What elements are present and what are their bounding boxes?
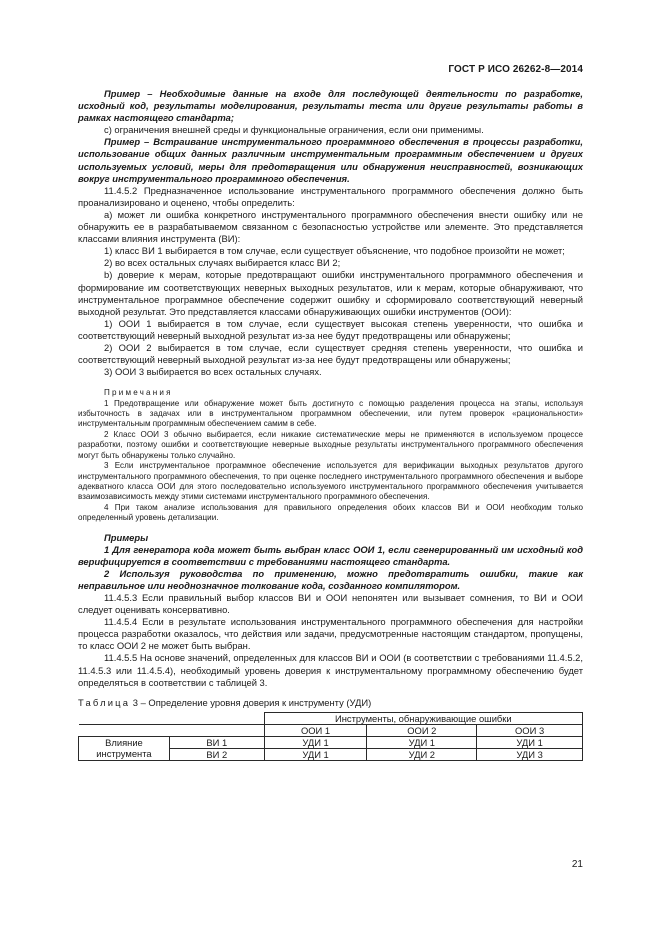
table-caption-label: Таблица <box>78 696 131 708</box>
table-cell: УДИ 3 <box>477 748 583 760</box>
example-item: 1 Для генератора кода может быть выбран класс ООИ 1, если сгенерированный им исходный код верифицируется в соответствии с требованиями настоящего стандарта. <box>78 543 583 567</box>
clause-paragraph: 11.4.5.3 Если правильный выбор классов ВИ и ООИ непонятен или вызывает сомнения, то ВИ и ООИ следует оценивать консервативно. <box>78 592 583 616</box>
notes-title: Примечания <box>104 388 173 398</box>
table-cell: УДИ 1 <box>367 736 477 748</box>
table-cell: УДИ 1 <box>264 736 367 748</box>
table-col-header: ООИ 2 <box>367 724 477 736</box>
table-corner-cell <box>79 712 265 724</box>
note-item: 3 Если инструментальное программное обеспечение используется для верификации выходных результатов другого инструментального программного обеспечения, то при оценке последнего инструментального программного обеспечения и выборе адекватного класса ООИ для этого последовательно используемого инструментального программного обеспечения учитывается взаимозависимость между этими системами инструментального программного обеспечения. <box>78 461 583 502</box>
table-row-group: Влияние инструмента <box>79 736 170 760</box>
list-item: 2) во всех остальных случаях выбирается класс ВИ 2; <box>104 257 341 269</box>
list-item: с) ограничения внешней среды и функциональные ограничения, если они применимы. <box>104 124 484 136</box>
note-item: 2 Класс ООИ 3 обычно выбирается, если никакие систематические меры не применяются в используемом процессе разработки, поэтому ошибки и соответствующие неверные выходные результаты инструментального программного обеспечения могут быть обнаружены только случайно. <box>78 429 583 460</box>
list-item: 3) ООИ 3 выбирается во всех остальных случаях. <box>104 366 322 378</box>
list-item: а) может ли ошибка конкретного инструментального программного обеспечения внести ошибку или не обнаружить ее в разрабатываемом связанном с безопасностью устройстве или элементе. Это представляется классами влияния инструмента (ВИ): <box>78 208 583 245</box>
table-col-header: ООИ 1 <box>264 724 367 736</box>
note-item: 4 При таком анализе использования для правильного определения обоих классов ВИ и ООИ необходим только определенный уровень детализации. <box>78 502 583 523</box>
list-item: b) доверие к мерам, которые предотвращают ошибки инструментального программного обеспечения и формирование им соответствующих неверных выходных результатов, или к мерам, которые обнаруживают, что инструментальное программное обеспечение содержит ошибку и сформировало соответствующий неверный выходной результат. Это представляется классами обнаруживающих ошибки инструментов (ООИ): <box>78 269 583 317</box>
table-header-row <box>79 712 583 724</box>
page-number: 21 <box>571 859 583 870</box>
table-group-header: Инструменты, обнаруживающие ошибки <box>264 712 582 724</box>
table-row-label: ВИ 1 <box>169 736 264 748</box>
list-item: 1) класс ВИ 1 выбирается в том случае, если существует объяснение, что подобное произойти не может; <box>104 245 565 257</box>
example-paragraph: Пример – Необходимые данные на входе для последующей деятельности по разработке, исходный код, результаты моделирования, результаты теста или другие результаты работы в рамках настоящего стандарта; <box>78 88 583 124</box>
table-caption-text: 3 – Определение уровня доверия к инструменту (УДИ) <box>132 696 372 708</box>
table-row <box>79 736 583 748</box>
confidence-table <box>78 712 583 761</box>
table-header-row <box>79 724 583 736</box>
table-cell: УДИ 1 <box>264 748 367 760</box>
document-body <box>78 88 583 761</box>
table-caption <box>78 697 583 709</box>
clause-paragraph: 11.4.5.5 На основе значений, определенных для классов ВИ и ООИ (в соответствии с требованиями 11.4.5.2, 11.4.5.3 или 11.4.5.4), необходимый уровень доверия к инструментальному программному обеспечению будет определяться в соответствии с таблицей 3. <box>78 652 583 688</box>
table-row-label: ВИ 2 <box>169 748 264 760</box>
table-corner-cell <box>79 724 265 736</box>
clause-paragraph: 11.4.5.2 Предназначенное использование инструментального программного обеспечения должно быть проанализировано и оценено, чтобы определить: <box>78 184 583 208</box>
note-item: 1 Предотвращение или обнаружение может быть достигнуто с помощью разделения процесса на этапы, используя избыточность в задачах или в инструментальном программном обеспечении, или путем проверок «рациональности» инструментальным программным обеспечением самим в себе. <box>78 398 583 429</box>
example-paragraph: Пример – Встраивание инструментального программного обеспечения в процессы разработки, использование общих данных различным инструментальным программным обеспечением и других используемых условий, меры для предотвращения или обнаружения неисправностей, возникающих вокруг инструментального программного обеспечения. <box>78 136 583 184</box>
examples-title: Примеры <box>104 531 149 543</box>
table-col-header: ООИ 3 <box>477 724 583 736</box>
list-item: 1) ООИ 1 выбирается в том случае, если существует высокая степень уверенности, что ошибка и соответствующий неверный выходной результат из-за нее будут предотвращены или обнаружены; <box>78 317 583 341</box>
clause-paragraph: 11.4.5.4 Если в результате использования инструментального программного обеспечения для настройки процесса разработки оказалось, что действия или задачи, предусмотренные настоящим стандартом, пропущены, то класс ООИ 2 не может быть выбран. <box>78 616 583 652</box>
table-cell: УДИ 1 <box>477 736 583 748</box>
example-item: 2 Используя руководства по применению, можно предотвратить ошибки, такие как неправильное или неоднозначное толкование кода, созданного компилятором. <box>78 567 583 591</box>
list-item: 2) ООИ 2 выбирается в том случае, если существует средняя степень уверенности, что ошибка и соответствующий неверный выходной результат из-за нее будут предотвращены или обнаружены; <box>78 341 583 366</box>
document-header: ГОСТ Р ИСО 26262-8—2014 <box>448 64 583 75</box>
table-cell: УДИ 2 <box>367 748 477 760</box>
